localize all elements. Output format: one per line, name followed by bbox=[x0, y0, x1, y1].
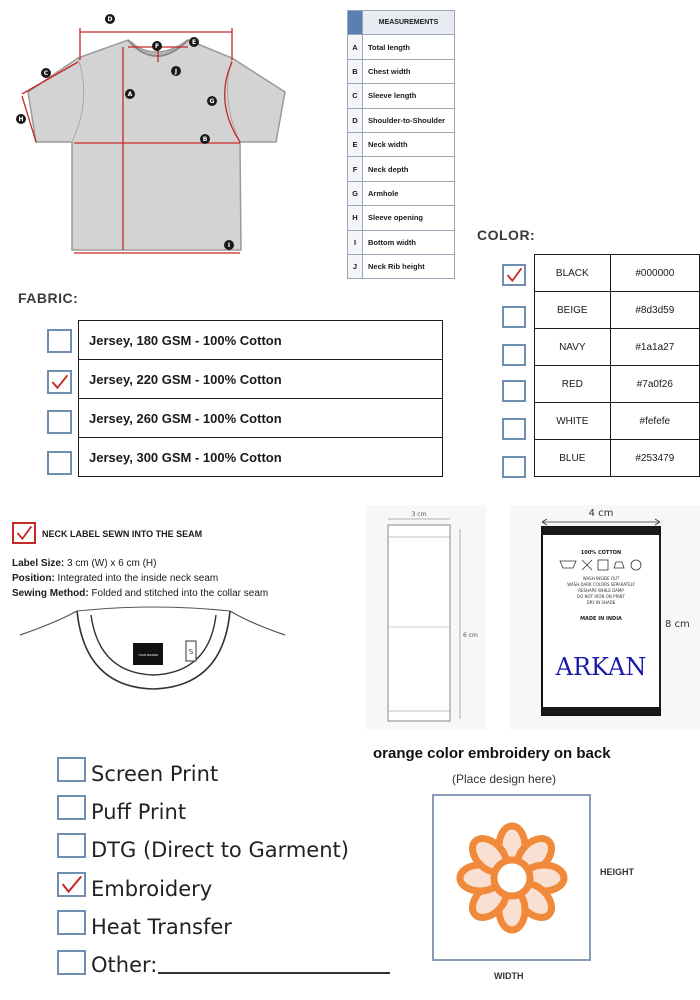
marker-j bbox=[171, 66, 181, 76]
print-option-heat-transfer: Heat Transfer bbox=[91, 915, 232, 939]
marker-f bbox=[152, 41, 162, 51]
svg-text:B: B bbox=[202, 136, 208, 143]
svg-text:G: G bbox=[209, 98, 215, 105]
svg-text:C: C bbox=[43, 70, 49, 77]
marker-d bbox=[105, 14, 115, 24]
svg-text:D: D bbox=[107, 16, 113, 23]
print-checkbox-screen[interactable] bbox=[57, 757, 86, 782]
color-row: WHITE #fefefe bbox=[535, 403, 700, 440]
print-checkbox-embroidery[interactable] bbox=[57, 872, 86, 897]
care-instruction: DRY IN SHADE bbox=[586, 600, 616, 605]
color-checkbox-red[interactable] bbox=[502, 380, 526, 402]
measurement-row: G Armhole bbox=[348, 181, 455, 205]
fabric-checkbox-220[interactable] bbox=[47, 370, 72, 394]
care-instruction: DO NOT IRON ON PRINT bbox=[577, 594, 625, 599]
width-label: WIDTH bbox=[494, 971, 524, 981]
flower-embroidery-icon bbox=[434, 796, 589, 959]
measurement-row: F Neck depth bbox=[348, 157, 455, 181]
checkmark-icon bbox=[504, 266, 524, 284]
print-option-other: Other: bbox=[91, 953, 158, 977]
placement-subtitle: (Place design here) bbox=[452, 772, 557, 786]
small-label-drawing bbox=[366, 505, 486, 730]
fabric-row: Jersey, 260 GSM - 100% Cotton bbox=[79, 399, 443, 438]
care-label-content: 100% COTTON bbox=[580, 550, 622, 556]
measurement-row: D Shoulder-to-Shoulder bbox=[348, 108, 455, 132]
care-instruction: WASH DARK COLORS SEPARATELY bbox=[567, 582, 635, 587]
fabric-checkbox-260[interactable] bbox=[47, 410, 72, 434]
measurements-header: MEASUREMENTS bbox=[363, 11, 455, 35]
svg-text:I: I bbox=[227, 242, 231, 249]
neck-label-details: Label Size: 3 cm (W) x 6 cm (H) Position: Integrated into the inside neck seam Sewing Method: Folded and stitched into the collar seam bbox=[12, 558, 269, 599]
placement-title: orange color embroidery on back bbox=[373, 745, 611, 762]
print-checkbox-dtg[interactable] bbox=[57, 833, 86, 858]
marker-b bbox=[200, 134, 210, 144]
care-instruction: RESHAPE WHILE DAMP bbox=[578, 588, 624, 593]
marker-c bbox=[41, 68, 51, 78]
small-label-width: 3 cm bbox=[411, 511, 427, 518]
marker-e bbox=[189, 37, 199, 47]
fabric-checkbox-180[interactable] bbox=[47, 329, 72, 353]
measurement-row: E Neck width bbox=[348, 132, 455, 156]
fabric-row: Jersey, 220 GSM - 100% Cotton bbox=[79, 360, 443, 399]
fabric-checkbox-300[interactable] bbox=[47, 451, 72, 475]
measurement-row: I Bottom width bbox=[348, 230, 455, 254]
checkmark-icon bbox=[49, 372, 70, 392]
print-option-puff: Puff Print bbox=[91, 800, 187, 824]
measurement-row: A Total length bbox=[348, 35, 455, 59]
measurement-row: J Neck Rib height bbox=[348, 254, 455, 278]
print-option-embroidery: Embroidery bbox=[91, 877, 213, 901]
fabric-row: Jersey, 180 GSM - 100% Cotton bbox=[79, 321, 443, 360]
marker-a bbox=[125, 89, 135, 99]
color-row: BLACK #000000 bbox=[535, 255, 700, 292]
care-instruction: WASH INSIDE OUT bbox=[582, 576, 620, 581]
fabric-heading: FABRIC: bbox=[18, 290, 79, 306]
color-table bbox=[534, 254, 700, 477]
marker-h bbox=[16, 114, 26, 124]
neck-label-checkbox[interactable] bbox=[12, 522, 36, 544]
height-label: HEIGHT bbox=[600, 867, 635, 877]
measurement-row: B Chest width bbox=[348, 59, 455, 83]
svg-text:E: E bbox=[191, 39, 197, 46]
collar-diagram bbox=[15, 605, 290, 695]
color-row: BEIGE #8d3d59 bbox=[535, 292, 700, 329]
care-label-height: 8 cm bbox=[665, 619, 690, 630]
print-checkbox-other[interactable] bbox=[57, 950, 86, 975]
small-label-height: 6 cm bbox=[463, 632, 478, 639]
svg-text:A: A bbox=[127, 91, 133, 98]
measurement-row: H Sleeve opening bbox=[348, 206, 455, 230]
tshirt-measurement-diagram bbox=[0, 0, 340, 265]
print-checkbox-puff[interactable] bbox=[57, 795, 86, 820]
color-checkbox-beige[interactable] bbox=[502, 306, 526, 328]
care-label-drawing bbox=[510, 505, 700, 730]
svg-text:F: F bbox=[154, 43, 160, 50]
collar-brand-tag: YOUR BRAND bbox=[138, 653, 158, 657]
measurements-table bbox=[347, 10, 455, 279]
color-row: NAVY #1a1a27 bbox=[535, 329, 700, 366]
color-checkbox-blue[interactable] bbox=[502, 456, 526, 478]
checkmark-icon bbox=[14, 524, 34, 542]
color-heading: COLOR: bbox=[477, 227, 536, 243]
care-label-width: 4 cm bbox=[588, 508, 614, 519]
print-checkbox-heat-transfer[interactable] bbox=[57, 910, 86, 935]
color-checkbox-navy[interactable] bbox=[502, 344, 526, 366]
marker-i bbox=[224, 240, 234, 250]
svg-text:H: H bbox=[18, 116, 24, 123]
print-option-dtg: DTG (Direct to Garment) bbox=[91, 838, 349, 862]
color-row: BLUE #253479 bbox=[535, 440, 700, 477]
marker-g bbox=[207, 96, 217, 106]
care-label-origin: MADE IN INDIA bbox=[580, 616, 622, 622]
svg-text:J: J bbox=[174, 68, 178, 75]
color-checkbox-white[interactable] bbox=[502, 418, 526, 440]
fabric-row: Jersey, 300 GSM - 100% Cotton bbox=[79, 438, 443, 477]
neck-label-title: NECK LABEL SEWN INTO THE SEAM bbox=[42, 529, 203, 539]
color-checkbox-black[interactable] bbox=[502, 264, 526, 286]
print-option-screen: Screen Print bbox=[91, 762, 219, 786]
design-placement-box[interactable] bbox=[432, 794, 591, 961]
brand-logo: ARKAN bbox=[555, 653, 647, 681]
measurement-row: C Sleeve length bbox=[348, 84, 455, 108]
collar-size-tag: S bbox=[188, 648, 194, 656]
color-row: RED #7a0f26 bbox=[535, 366, 700, 403]
checkmark-icon bbox=[59, 874, 84, 895]
fabric-table bbox=[78, 320, 443, 477]
other-input-line[interactable] bbox=[158, 972, 390, 974]
